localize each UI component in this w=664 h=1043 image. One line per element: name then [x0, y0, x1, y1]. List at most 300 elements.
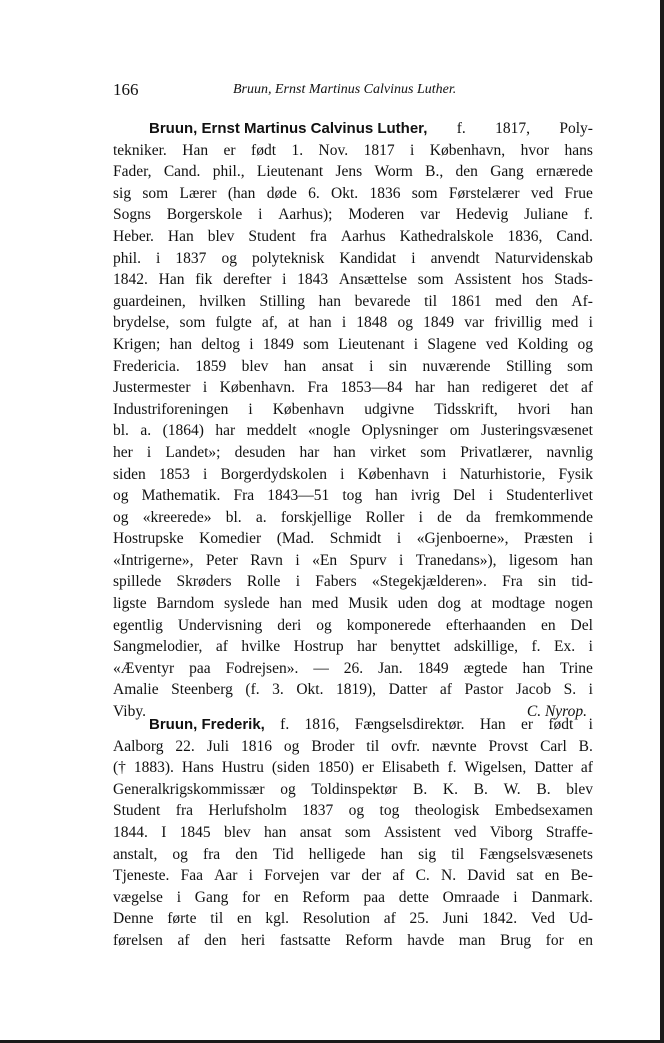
word: ernærede — [536, 163, 593, 181]
text-line — [113, 204, 593, 226]
word: med — [495, 292, 522, 310]
word: Worm — [374, 163, 413, 181]
word: Aarhus — [340, 227, 386, 245]
word: f. — [456, 120, 466, 137]
word: i — [411, 249, 416, 267]
word: i — [588, 314, 593, 332]
text-line — [113, 528, 593, 550]
word: Ravn — [250, 551, 283, 569]
word: bl. — [113, 422, 129, 440]
word: Lieutenant — [256, 163, 324, 181]
text-line — [113, 822, 593, 844]
text-line — [113, 550, 593, 572]
word: i — [295, 573, 301, 591]
word: guardeinen, — [113, 292, 186, 310]
word: en — [578, 931, 593, 949]
text-line — [113, 736, 593, 758]
word: Mathematik. — [141, 487, 221, 505]
word: hvilken — [199, 292, 246, 310]
word: har — [299, 443, 320, 461]
word: det — [549, 379, 569, 397]
word: han — [570, 551, 593, 569]
word: Naturvidenskab — [494, 249, 593, 267]
word: uden — [397, 595, 428, 613]
word: — — [313, 659, 329, 677]
text-line — [113, 291, 593, 313]
word: han — [570, 400, 593, 418]
word: med — [311, 595, 339, 613]
word: Sangmelodier, — [113, 638, 203, 656]
word: i — [588, 530, 593, 548]
word: 1861 — [450, 292, 482, 310]
word: i — [513, 888, 518, 906]
word: spillede — [113, 573, 162, 591]
running-head: Bruun, Ernst Martinus Calvinus Luther. — [233, 82, 457, 97]
word: er — [520, 716, 534, 733]
word: blev — [566, 780, 593, 798]
word: Fader, — [113, 163, 152, 181]
word: han — [333, 443, 356, 461]
word: B. — [536, 780, 551, 798]
word: Fra — [502, 573, 523, 591]
word: forskjellige — [280, 508, 352, 526]
word: «Stegekjælderen». — [371, 573, 487, 591]
word: København, — [429, 141, 506, 159]
word: Aar — [214, 867, 238, 885]
word: fra — [175, 802, 193, 820]
word: Denne — [113, 910, 154, 928]
word: tid- — [571, 573, 593, 591]
word: i — [248, 867, 253, 885]
word: har — [357, 638, 377, 656]
word: er — [361, 759, 374, 777]
word: «nogle — [308, 422, 351, 440]
word: i — [442, 465, 447, 483]
word: af, — [261, 314, 278, 332]
word: desuden — [234, 443, 286, 461]
word: sin — [388, 357, 407, 375]
word: 1849 — [417, 659, 449, 677]
word: fulgte — [215, 314, 252, 332]
word: 1853—84 — [340, 379, 403, 397]
word: i — [249, 335, 254, 353]
word: brydelse, — [113, 314, 170, 332]
word: han — [318, 292, 342, 310]
word: Heber. — [113, 227, 154, 245]
word: hvor — [520, 141, 549, 159]
text-line — [113, 757, 593, 779]
text-line — [113, 399, 593, 421]
word: Han — [167, 227, 194, 245]
word: 1843 — [297, 271, 329, 289]
word: Fredericia. — [113, 357, 180, 375]
word: Rolle — [246, 573, 281, 591]
word: i — [588, 681, 593, 699]
word: Ved — [530, 910, 556, 928]
word: f. — [531, 638, 541, 656]
word: Roller — [365, 508, 405, 526]
word: og — [172, 845, 188, 863]
word: 1836 — [369, 184, 401, 202]
word: meddelt — [246, 422, 297, 440]
word: Peter — [205, 551, 238, 569]
word: Trine — [559, 659, 593, 677]
word: frivillig — [494, 314, 542, 332]
word: som — [567, 357, 593, 375]
word: (1864) — [162, 422, 204, 440]
word: tekniker. — [113, 141, 167, 159]
text-line — [113, 679, 593, 701]
word: Spurv — [349, 551, 387, 569]
word: har — [414, 379, 435, 397]
word: sin — [538, 573, 557, 591]
word: bevarede — [354, 292, 411, 310]
word: redigeret — [482, 379, 538, 397]
word: Han — [479, 716, 506, 733]
word: som — [420, 443, 447, 461]
word: ligste — [113, 595, 147, 613]
word: som — [303, 335, 329, 353]
word: i — [588, 638, 593, 656]
word: Stads- — [554, 271, 593, 289]
word: polyteknisk — [252, 249, 325, 267]
word: Student — [113, 802, 161, 820]
word: Naturhistorie, — [459, 465, 546, 483]
word: og — [280, 780, 296, 798]
word: Juni — [442, 910, 469, 928]
word: 1817 — [363, 141, 395, 159]
word: Industriforeningen — [113, 400, 229, 418]
word: Cand. — [163, 163, 201, 181]
word: Fodrejsen». — [225, 659, 299, 677]
word: 25. — [409, 910, 429, 928]
word: egentlig — [113, 616, 163, 634]
word: nuværende — [422, 357, 491, 375]
word: deltog — [201, 335, 241, 353]
word: Hans — [181, 759, 214, 777]
text-line — [113, 571, 593, 593]
word: (f. — [245, 681, 260, 699]
word: 1842. — [482, 910, 518, 928]
word: Steenberg — [171, 681, 233, 699]
word: vægelse — [113, 888, 163, 906]
word: sig — [113, 184, 132, 202]
word: han — [375, 487, 398, 505]
word: Han — [158, 271, 185, 289]
word: ansat — [299, 823, 332, 841]
word: Cand. — [556, 227, 593, 245]
word: I — [161, 823, 167, 841]
word: nævnte — [431, 737, 477, 755]
word: Schmidt — [329, 530, 382, 548]
word: modtage — [491, 595, 546, 613]
word: den — [455, 163, 478, 181]
word: Kandidat — [339, 249, 397, 267]
word: fremkommende — [494, 508, 593, 526]
word: fik — [195, 271, 213, 289]
word: heri — [241, 931, 266, 949]
word: Barndom — [156, 595, 215, 613]
word: fra — [202, 845, 221, 863]
word: 1. — [291, 141, 304, 159]
word: af — [439, 681, 452, 699]
word: Stilling — [505, 357, 552, 375]
text-line — [113, 377, 593, 399]
word: Okt. — [331, 184, 359, 202]
word: den — [204, 931, 227, 949]
word: B., — [425, 163, 444, 181]
word: phil. — [113, 249, 141, 267]
word: Fængselsdirektør. — [354, 716, 465, 733]
word: Gang — [194, 888, 229, 906]
text-line — [113, 464, 593, 486]
word: man — [458, 931, 486, 949]
word: Kolding — [517, 335, 569, 353]
word: i — [418, 508, 423, 526]
word: København. — [219, 379, 295, 397]
word: var — [330, 867, 351, 885]
word: David — [467, 867, 506, 885]
word: Undervisning — [177, 616, 263, 634]
word: Wigelsen, — [464, 759, 527, 777]
word: hans — [564, 141, 593, 159]
word: 1816, — [304, 716, 340, 733]
word: Han — [182, 141, 209, 159]
word: Forvejen — [264, 867, 320, 885]
word: hvori — [517, 400, 551, 418]
word: af — [580, 759, 593, 777]
text-line — [113, 865, 593, 887]
word: anvendt — [430, 249, 480, 267]
text-line — [113, 226, 593, 248]
word: B. — [473, 780, 488, 798]
word: 1859 — [195, 357, 227, 375]
word: ved — [530, 184, 554, 202]
word: nogen — [555, 595, 593, 613]
word: sig — [418, 845, 437, 863]
word: fra — [309, 227, 327, 245]
word: Ex. — [554, 638, 576, 656]
word: til — [210, 910, 224, 928]
word: Hedevig — [455, 206, 509, 224]
text-line — [113, 636, 593, 658]
word: Fængselsvæsenets — [479, 845, 593, 863]
word: i — [295, 551, 300, 569]
text-line — [113, 930, 593, 952]
word: «Gjenboerne», — [416, 530, 509, 548]
word: Elisabeth — [381, 759, 440, 777]
word: 3. — [272, 681, 284, 699]
word: Kathedralskole — [399, 227, 494, 245]
word: 1883). — [133, 759, 174, 777]
word: S. — [563, 681, 577, 699]
word: paa — [363, 888, 386, 906]
word: tog — [379, 802, 400, 820]
word: Privatlærer, — [460, 443, 533, 461]
word: 1843—51 — [267, 487, 330, 505]
word: hvilke — [241, 638, 281, 656]
word: af — [215, 638, 228, 656]
word: Toldinspektør — [311, 780, 398, 798]
word: at — [470, 595, 482, 613]
word: for — [242, 888, 261, 906]
word: han — [522, 659, 545, 677]
word: i — [258, 206, 263, 224]
word: i — [203, 465, 208, 483]
text-line — [113, 248, 593, 270]
word: Af- — [571, 292, 593, 310]
word: blev — [241, 357, 269, 375]
word: de — [437, 508, 452, 526]
word: Præsten — [524, 530, 574, 548]
word: Stilling — [259, 292, 306, 310]
word: han — [380, 845, 403, 863]
word: 1848 — [356, 314, 388, 332]
word: København — [357, 465, 430, 483]
word: a. — [140, 422, 152, 440]
word: Lieutenant — [338, 335, 405, 353]
word: som — [142, 184, 169, 202]
word: Jens — [335, 163, 363, 181]
word: 1816 — [241, 737, 273, 755]
word: Justeringsvæsenet — [481, 422, 593, 440]
word: ansat — [321, 357, 354, 375]
word: Brug — [500, 931, 532, 949]
word: (han — [227, 184, 256, 202]
word: hos — [521, 271, 544, 289]
word: Okt. — [296, 681, 324, 699]
word: dog — [437, 595, 461, 613]
word: af — [383, 910, 396, 928]
word: Carl — [540, 737, 567, 755]
headword: Bruun, Ernst Martinus Calvinus Luther, — [149, 120, 428, 137]
word: Oplysninger — [361, 422, 439, 440]
text-line — [113, 420, 593, 442]
word: blev — [223, 823, 251, 841]
word: Hustru — [221, 759, 264, 777]
word: den — [235, 845, 258, 863]
word: ved — [454, 823, 477, 841]
word: Resolution — [302, 910, 370, 928]
word: Be- — [570, 867, 593, 885]
word: i — [202, 379, 208, 397]
word: var — [464, 314, 485, 332]
word: (siden — [271, 759, 310, 777]
word: han — [447, 379, 470, 397]
word: som — [344, 823, 371, 841]
word: var — [420, 206, 440, 224]
word: komponerede — [346, 616, 432, 634]
text-line — [113, 183, 593, 205]
word: siden — [113, 465, 146, 483]
text-line — [113, 161, 593, 183]
word: a. — [255, 508, 267, 526]
word: og — [221, 249, 237, 267]
word: kgl. — [265, 910, 290, 928]
word: om — [449, 422, 470, 440]
word: en — [236, 910, 252, 928]
word: 1837 — [175, 249, 207, 267]
text-line — [113, 593, 593, 615]
text-line — [113, 269, 593, 291]
word: den — [535, 292, 558, 310]
word: Gang — [490, 163, 524, 181]
word: da — [465, 508, 481, 526]
word: Del — [570, 616, 593, 634]
word: Omraade — [442, 888, 500, 906]
word: i — [369, 357, 374, 375]
word: bl. — [225, 508, 242, 526]
word: tog — [342, 487, 363, 505]
word: Ud- — [568, 910, 593, 928]
text-line — [113, 312, 593, 334]
word: Jan. — [378, 659, 403, 677]
word: i — [340, 465, 345, 483]
text-line — [113, 887, 593, 909]
word: Nov. — [318, 141, 349, 159]
word: en — [544, 867, 560, 885]
word: Tranedans»), — [415, 551, 497, 569]
text-line — [113, 714, 593, 736]
word: Herlufsholm — [208, 802, 287, 820]
word: efterhaanden — [445, 616, 527, 634]
word: Tid — [272, 845, 294, 863]
word: i — [488, 487, 493, 505]
word: født — [251, 141, 277, 159]
word: København — [272, 400, 345, 418]
word: i — [176, 888, 182, 906]
word: Broder — [311, 737, 355, 755]
word: Danmark. — [531, 888, 593, 906]
word: af — [177, 931, 190, 949]
word: havde — [407, 931, 445, 949]
page-number: 166 — [113, 80, 139, 99]
word: ved — [485, 335, 509, 353]
word: B. — [413, 780, 428, 798]
word: i — [341, 314, 347, 332]
word: f. — [583, 206, 593, 224]
word: benyttet — [390, 638, 441, 656]
word: anstalt, — [113, 845, 158, 863]
word: f. — [447, 759, 457, 777]
text-line — [113, 118, 593, 140]
headword: Bruun, Frederik, — [149, 716, 265, 733]
text-line — [113, 356, 593, 378]
word: fastsatte — [279, 931, 331, 949]
word: «kreerede» — [142, 508, 212, 526]
text-line — [113, 485, 593, 507]
word: i — [413, 335, 419, 353]
word: Ansættelse — [338, 271, 407, 289]
word: Fysik — [558, 465, 593, 483]
word: i — [146, 443, 152, 461]
word: Pastor — [464, 681, 504, 699]
word: han — [283, 357, 307, 375]
word: Poly- — [559, 120, 593, 137]
page-edge-right — [660, 0, 664, 1043]
word: paa — [189, 659, 211, 677]
word: og — [397, 314, 413, 332]
word: ægtede — [463, 659, 508, 677]
word: i — [588, 716, 593, 733]
word: Generalkrigskommissær — [113, 780, 265, 798]
word: med — [551, 314, 579, 332]
word: Tjeneste. — [113, 867, 170, 885]
word: 1849 — [262, 335, 294, 353]
word: 1853 — [158, 465, 190, 483]
word: 1844. — [113, 823, 148, 841]
word: han — [279, 595, 302, 613]
